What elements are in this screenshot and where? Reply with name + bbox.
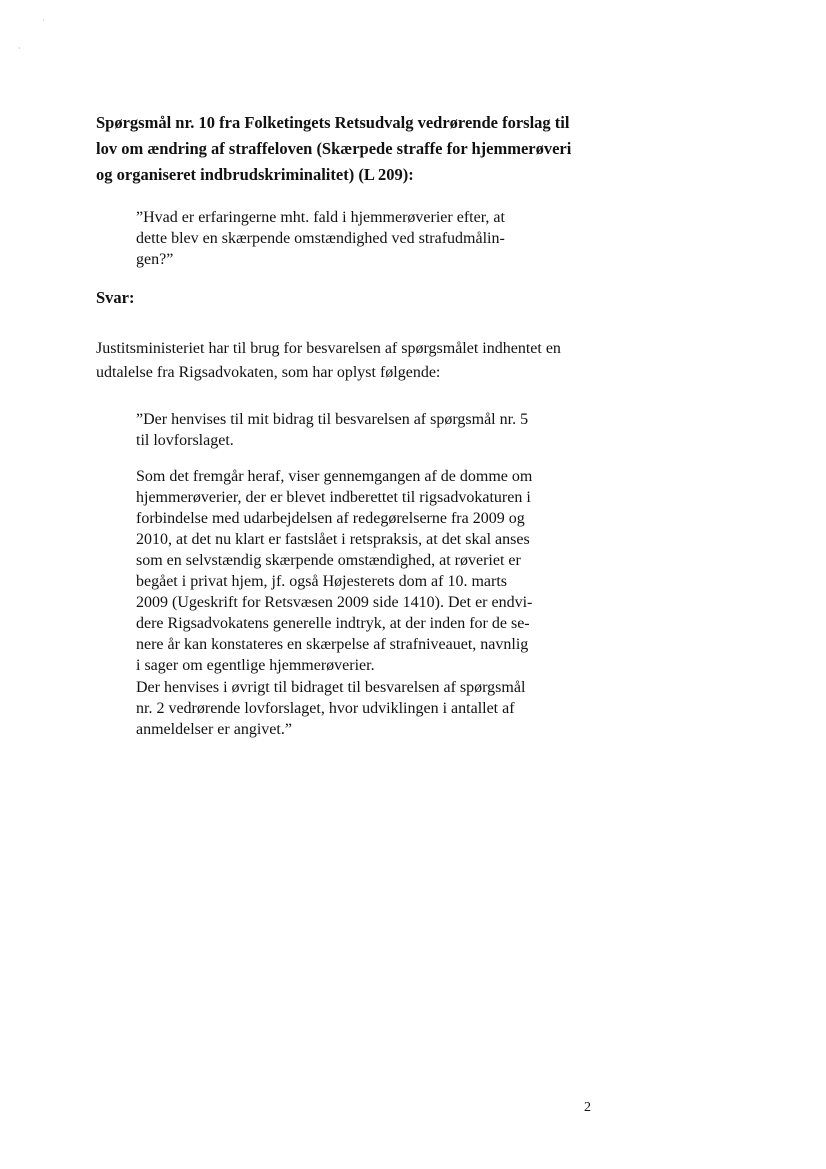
quote-line: 2010, at det nu klart er fastslået i retspraksis, at det skal anses (136, 531, 530, 548)
quote-line: nere år kan konstateres en skærpelse af strafniveauet, navnlig (136, 636, 529, 653)
quote-line: begået i privat hjem, jf. også Højesterets dom af 10. marts (136, 573, 508, 590)
rigsadvokat-quote-paragraph-1 (136, 409, 576, 451)
question-heading (96, 110, 616, 188)
answer-label: Svar: (96, 288, 135, 307)
question-line: gen?” (136, 251, 174, 268)
quote-line: hjemmerøverier, der er blevet indberettet til rigsadvokaturen i (136, 489, 531, 506)
quote-line: Som det fremgår heraf, viser gennemgangen af de domme om (136, 468, 533, 485)
answer-intro (96, 337, 616, 385)
scan-speck: · (42, 16, 45, 25)
quote-line: nr. 2 vedrørende lovforslaget, hvor udviklingen i antallet af (136, 700, 515, 717)
quote-line: Der henvises i øvrigt til bidraget til besvarelsen af spørgsmål (136, 679, 526, 696)
heading-line: Spørgsmål nr. 10 fra Folketingets Retsudvalg vedrørende forslag til (96, 113, 570, 132)
intro-line: udtalelse fra Rigsadvokaten, som har oplyst følgende: (96, 364, 441, 381)
question-line: ”Hvad er erfaringerne mht. fald i hjemmerøverier efter, at (136, 209, 505, 226)
quote-line: dere Rigsadvokatens generelle indtryk, at der inden for de se- (136, 615, 530, 632)
scan-speck: · (18, 44, 21, 53)
intro-line: Justitsministeriet har til brug for besvarelsen af spørgsmålet indhentet en (96, 340, 561, 357)
quote-line: i sager om egentlige hjemmerøverier. (136, 657, 375, 674)
quote-line: 2009 (Ugeskrift for Retsvæsen 2009 side 1410). Det er endvi- (136, 594, 533, 611)
quote-line: forbindelse med udarbejdelsen af redegørelserne fra 2009 og (136, 510, 525, 527)
question-line: dette blev en skærpende omstændighed ved strafudmålin- (136, 230, 505, 247)
rigsadvokat-quote-paragraph-2 (136, 466, 576, 676)
page-number: 2 (584, 1100, 591, 1115)
quote-line: som en selvstændig skærpende omstændighed, at røveriet er (136, 552, 521, 569)
heading-line: lov om ændring af straffeloven (Skærpede straffe for hjemmerøveri (96, 139, 572, 158)
quote-line: til lovforslaget. (136, 432, 234, 449)
question-quote (136, 207, 576, 270)
rigsadvokat-quote-paragraph-3 (136, 677, 576, 740)
quote-line: ”Der henvises til mit bidrag til besvarelsen af spørgsmål nr. 5 (136, 411, 529, 428)
heading-line: og organiseret indbrudskriminalitet) (L 209): (96, 165, 414, 184)
quote-line: anmeldelser er angivet.” (136, 721, 292, 738)
